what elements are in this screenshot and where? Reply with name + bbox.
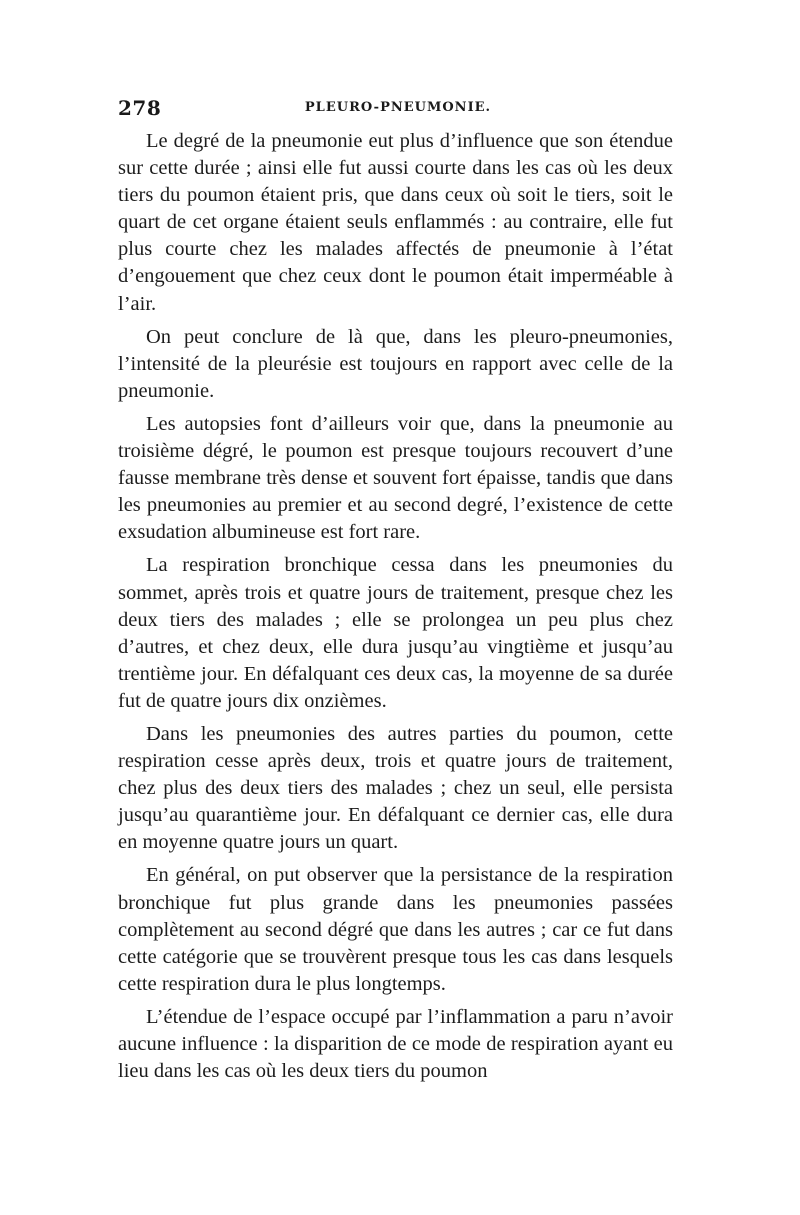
- running-title: PLEURO-PNEUMONIE.: [304, 100, 492, 115]
- page-number: 278: [118, 96, 162, 120]
- paragraph: Le degré de la pneumonie eut plus d’influence que son étendue sur cette durée ; ainsi elle fut aussi courte dans les cas où les deux tiers du poumon étaient pris, que dans ceux où soit le tiers, soit le quart de cet organe étaient seuls enflammés : au contraire, elle fut plus courte chez les malades affectés de pneumonie à l’état d’engouement que chez ceux dont le poumon était imperméable à l’air.: [118, 130, 673, 315]
- paragraph: Les autopsies font d’ailleurs voir que, dans la pneumonie au troisième dégré, le poumon est presque toujours recouvert d’une fausse membrane très dense et souvent fort épaisse, tandis que dans les pneumonies au premier et au second degré, l’existence de cette exsudation albumineuse est fort rare.: [118, 412, 673, 544]
- paragraph: L’étendue de l’espace occupé par l’inflammation a paru n’avoir aucune influence : la disparition de ce mode de respiration ayant eu lieu dans les cas où les deux tiers du poumon: [118, 1005, 673, 1083]
- paragraph: La respiration bronchique cessa dans les pneumonies du sommet, après trois et quatre jours de traitement, presque chez les deux tiers des malades ; elle se prolongea un peu plus chez d’autres, et chez deux, elle dura jusqu’au vingtième et jusqu’au trentième jour. En défalquant ces deux cas, la moyenne de sa durée fut de quatre jours dix onzièmes.: [118, 554, 673, 712]
- paragraph: En général, on put observer que la persistance de la respiration bronchique fut plus grande dans les pneumonies passées complètement au second dégré que dans les autres ; car ce fut dans cette catégorie que se trouvèrent presque tous les cas dans lesquels cette respiration dura le plus longtemps.: [118, 864, 673, 995]
- paragraph: On peut conclure de là que, dans les pleuro-pneumonies, l’intensité de la pleurésie est toujours en rapport avec celle de la pneumonie.: [118, 325, 673, 402]
- body-text: [118, 128, 673, 1085]
- page-header: [118, 96, 678, 122]
- paragraph: Dans les pneumonies des autres parties du poumon, cette respiration cesse après deux, trois et quatre jours de traitement, chez plus des deux tiers des malades ; chez un seul, elle persista jusqu’au quarantième jour. En défalquant ce dernier cas, elle dura en moyenne quatre jours un quart.: [118, 722, 673, 854]
